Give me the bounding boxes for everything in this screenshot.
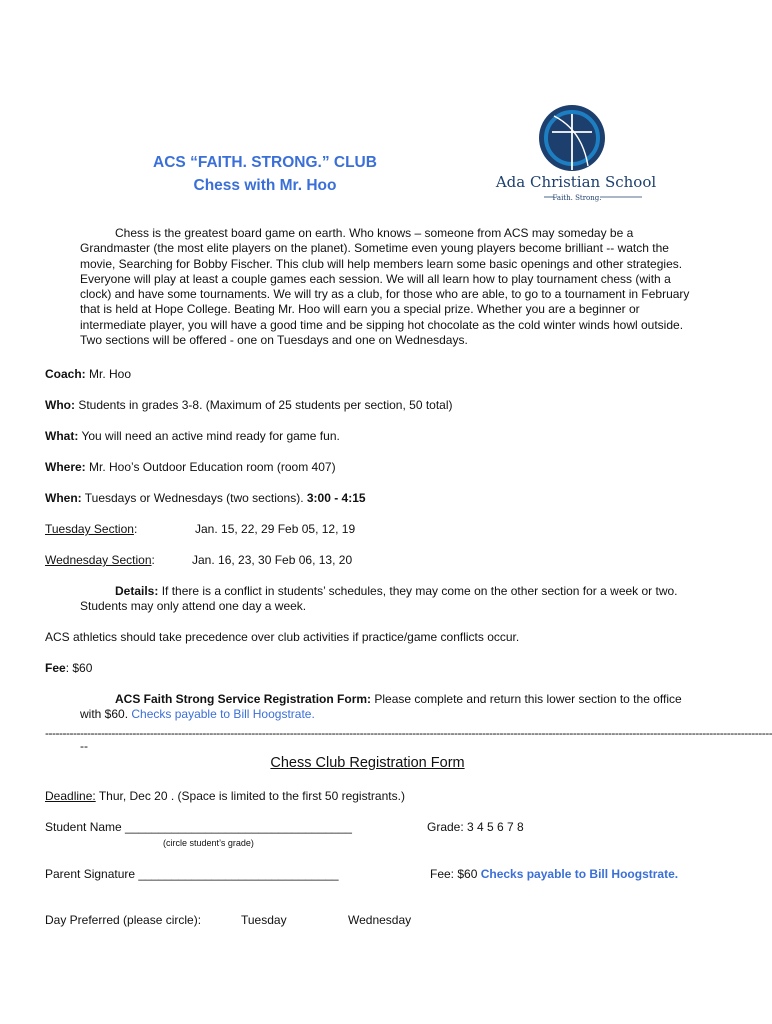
deadline-line — [45, 789, 405, 803]
details-paragraph — [80, 584, 692, 615]
grade-options[interactable]: Grade: 3 4 5 6 7 8 — [427, 820, 524, 834]
who-value: Students in grades 3-8. (Maximum of 25 students per section, 50 total) — [74, 398, 453, 412]
fee-label: Fee — [45, 661, 66, 675]
school-logo-mark-icon — [492, 102, 660, 208]
deadline-label: Deadline: — [45, 789, 96, 803]
when-line — [45, 491, 366, 505]
service-form-text: Please complete and return this lower section to the office with $60. — [80, 692, 682, 722]
coach-line — [45, 367, 131, 381]
details-text: If there is a conflict in students’ schedules, they may come on the other section for a week or two. Students may only attend one day a week. — [80, 584, 678, 614]
who-line — [45, 398, 453, 412]
athletics-note: ACS athletics should take precedence over club activities if practice/game conflicts occur. — [45, 630, 520, 644]
coach-value: Mr. Hoo — [85, 367, 132, 381]
school-logo — [492, 102, 660, 208]
wednesday-section-label: Wednesday Section — [45, 553, 152, 567]
when-value: Tuesdays or Wednesdays (two sections). — [81, 491, 307, 505]
page-subtitle: Chess with Mr. Hoo — [193, 177, 337, 194]
svg-text:Faith. Strong.: Faith. Strong. — [552, 194, 602, 202]
form-checks-payable: Checks payable to Bill Hoogstrate. — [480, 867, 679, 881]
parent-signature-field[interactable]: Parent Signature ______________________________ — [45, 867, 339, 881]
form-fee-line — [430, 867, 678, 881]
tuesday-section-label: Tuesday Section — [45, 522, 134, 536]
day-preferred-label: Day Preferred (please circle): — [45, 913, 202, 927]
when-label: When: — [45, 491, 82, 505]
when-time: 3:00 - 4:15 — [306, 491, 366, 505]
tuesday-section-line: Tuesday Section: — [45, 522, 138, 536]
wednesday-dates: Jan. 16, 23, 30 Feb 06, 13, 20 — [192, 553, 353, 567]
circle-grade-note: (circle student’s grade) — [163, 838, 254, 848]
fee-line — [45, 661, 92, 675]
deadline-value: Thur, Dec 20 . (Space is limited to the first 50 registrants.) — [95, 789, 405, 803]
who-label: Who: — [45, 398, 75, 412]
page-title: ACS “FAITH. STRONG.” CLUB — [153, 154, 377, 171]
form-fee-text: Fee: $60 — [430, 867, 481, 881]
what-line — [45, 429, 340, 443]
where-line — [45, 460, 336, 474]
checks-payable-link: Checks payable to Bill Hoogstrate. — [131, 707, 315, 722]
day-option-wednesday[interactable]: Wednesday — [348, 913, 412, 927]
tuesday-dates: Jan. 15, 22, 29 Feb 05, 12, 19 — [195, 522, 356, 536]
service-form-label: ACS Faith Strong Service Registration Form: — [115, 692, 372, 706]
what-label: What: — [45, 429, 79, 443]
where-label: Where: — [45, 460, 86, 474]
svg-text:Ada Christian School: Ada Christian School — [495, 173, 657, 191]
intro-paragraph: Chess is the greatest board game on earth. Who knows – someone from ACS may someday be a Grandmaster (the most elite players on the planet). Sometime even young players become brilliant -- watch the movie, Searching for Bobby Fischer. This club will help members learn some basic openings and other strategies. Everyone will play at least a couple games each session. We will all learn how to play tournament chess (with a clock) and have some tournaments. We will try as a club, for those who are able, to go to a tournament in February that is held at Hope College. Beating Mr. Hoo will earn you a special prize. Whether you are a beginner or intermediate player, you will have a good time and be sipping hot chocolate as the cold winter winds howl outside. Two sections will be offered - one on Tuesdays and one on Wednesdays. — [80, 226, 690, 348]
service-form-paragraph — [80, 692, 692, 723]
coach-label: Coach: — [45, 367, 86, 381]
fee-value: : $60 — [65, 661, 93, 675]
day-option-tuesday[interactable]: Tuesday — [241, 913, 287, 927]
wednesday-section-line: Wednesday Section: — [45, 553, 155, 567]
what-value: You will need an active mind ready for game fun. — [78, 429, 340, 443]
cut-line-tail: -- — [80, 739, 88, 753]
registration-form-title: Chess Club Registration Form — [270, 755, 465, 771]
details-label: Details: — [115, 584, 159, 598]
student-name-field[interactable]: Student Name __________________________________ — [45, 820, 352, 834]
where-value: Mr. Hoo’s Outdoor Education room (room 407) — [85, 460, 336, 474]
cut-line-separator: ---------------------------------------------------------------------------------------------------------------------------------------------------------------------------------------------------------------- — [45, 726, 772, 740]
